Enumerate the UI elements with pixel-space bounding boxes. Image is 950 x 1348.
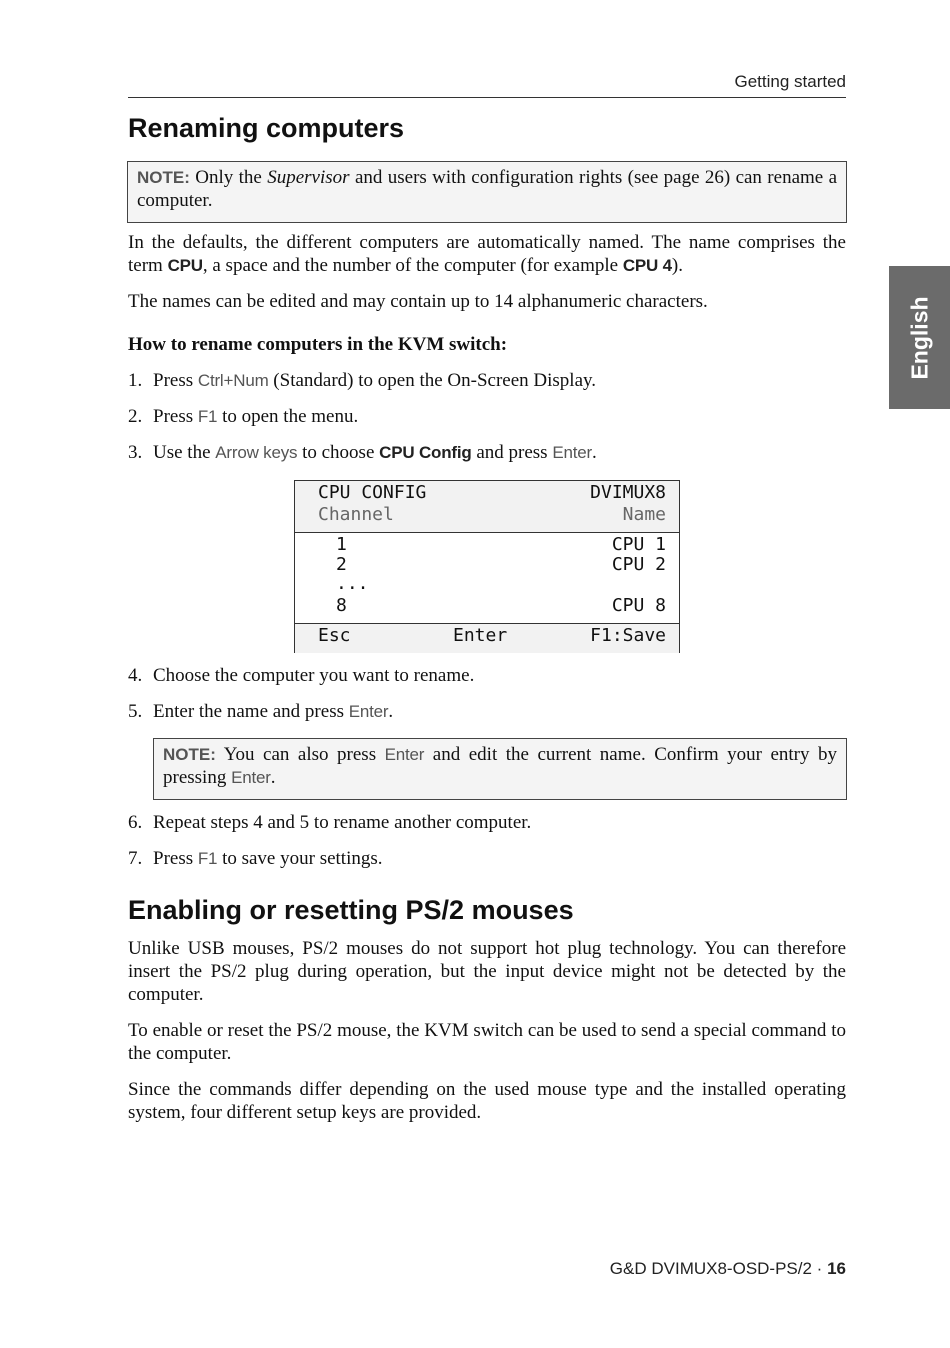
osd-title: CPU CONFIG (318, 482, 427, 503)
note-text: . (270, 767, 276, 788)
key-arrow-keys: Arrow keys (215, 443, 298, 462)
note-box-supervisor (127, 161, 847, 223)
footer-product: G&D DVIMUX8-OSD-PS/2 · (609, 1259, 823, 1278)
paragraph-ps2-reset: To enable or reset the PS/2 mouse, the KVM switch can be used to send a special command to the computer. (128, 1020, 846, 1064)
osd-device-name: DVIMUX8 (590, 482, 666, 503)
note-label: NOTE: (137, 168, 190, 187)
step-text: Enter the name and press (153, 701, 344, 722)
paragraph-text: In the defaults, the different computers are automatically named. The name comprises the term (128, 232, 846, 276)
osd-row-ellipsis: ... (336, 573, 369, 594)
osd-footer-esc: Esc (318, 625, 351, 646)
running-header: Getting started (734, 72, 846, 91)
key-enter: Enter (348, 702, 389, 721)
note-text: You can also press (223, 744, 377, 765)
step-text: Press (153, 406, 194, 427)
header-rule (128, 97, 846, 98)
term-cpu-4: CPU 4 (622, 256, 672, 275)
paragraph-text: ). (671, 255, 683, 276)
step-text: to open the menu. (222, 406, 359, 427)
step-text: Repeat steps 4 and 5 to rename another computer. (153, 812, 532, 833)
step-2 (128, 405, 358, 428)
step-text: Use the (153, 442, 211, 463)
note-text: and edit the current name. Confirm your entry by pressing (163, 744, 838, 788)
step-text: . (591, 442, 597, 463)
menu-cpu-config: CPU Config (379, 443, 472, 462)
osd-cpu-config-screen (294, 480, 680, 653)
step-6 (128, 811, 531, 834)
key-enter: Enter (552, 443, 592, 462)
step-number: 1. (128, 370, 143, 391)
osd-footer-save: F1:Save (590, 625, 666, 646)
step-number: 2. (128, 406, 143, 427)
step-number: 4. (128, 665, 143, 686)
key-f1: F1 (197, 407, 218, 426)
step-number: 3. (128, 442, 143, 463)
howto-heading: How to rename computers in the KVM switch: (128, 334, 508, 355)
step-5 (128, 700, 393, 723)
language-tab-label: English (906, 295, 932, 380)
paragraph-name-length: The names can be edited and may contain up to 14 alphanumeric characters. (128, 291, 708, 312)
key-ctrl-num: Ctrl+Num (197, 371, 269, 390)
osd-row-name: CPU 8 (611, 595, 666, 616)
term-cpu: CPU (167, 256, 203, 275)
step-text: to save your settings. (222, 848, 383, 869)
step-text: Press (153, 848, 194, 869)
osd-row-channel: 1 (336, 534, 347, 555)
osd-row-channel: 8 (336, 595, 347, 616)
step-number: 7. (128, 848, 143, 869)
step-text: . (388, 701, 394, 722)
osd-row-name: CPU 1 (611, 534, 666, 555)
osd-footer-enter: Enter (453, 625, 508, 646)
page-footer (500, 1259, 846, 1279)
step-3 (128, 441, 597, 464)
osd-row-name: CPU 2 (611, 554, 666, 575)
step-text: Press (153, 370, 194, 391)
step-text: (Standard) to open the On-Screen Display. (273, 370, 597, 391)
step-number: 6. (128, 812, 143, 833)
key-f1: F1 (197, 849, 218, 868)
paragraph-ps2-hotplug: Unlike USB mouses, PS/2 mouses do not support hot plug technology. You can therefore insert the PS/2 plug during operation, but the input device might not be detected by the computer. (128, 938, 846, 1005)
step-7 (128, 847, 383, 870)
osd-row-channel: 2 (336, 554, 347, 575)
osd-column-name: Name (622, 504, 666, 525)
key-enter: Enter (384, 745, 425, 764)
language-tab (889, 266, 950, 409)
note-supervisor-term: Supervisor (267, 167, 350, 188)
step-text: Choose the computer you want to rename. (153, 665, 475, 686)
step-number: 5. (128, 701, 143, 722)
page-number: 16 (827, 1259, 846, 1278)
osd-column-channel: Channel (318, 504, 394, 525)
step-4 (128, 664, 474, 687)
paragraph-setup-keys: Since the commands differ depending on the used mouse type and the installed operating system, four different setup keys are provided. (128, 1079, 846, 1123)
step-1 (128, 369, 596, 392)
paragraph-text: , a space and the number of the computer (for example (202, 255, 619, 276)
step-text: and press (476, 442, 548, 463)
note-box-enter (153, 738, 847, 800)
section-title-renaming: Renaming computers (128, 113, 405, 143)
section-title-ps2: Enabling or resetting PS/2 mouses (128, 895, 574, 925)
step-text: to choose (302, 442, 375, 463)
note-text: Only the (195, 167, 262, 188)
key-enter: Enter (231, 768, 271, 787)
note-text: and users with configuration rights (see page 26) can rename a computer. (137, 167, 838, 211)
note-label: NOTE: (163, 745, 216, 764)
paragraph-default-names (128, 231, 846, 277)
